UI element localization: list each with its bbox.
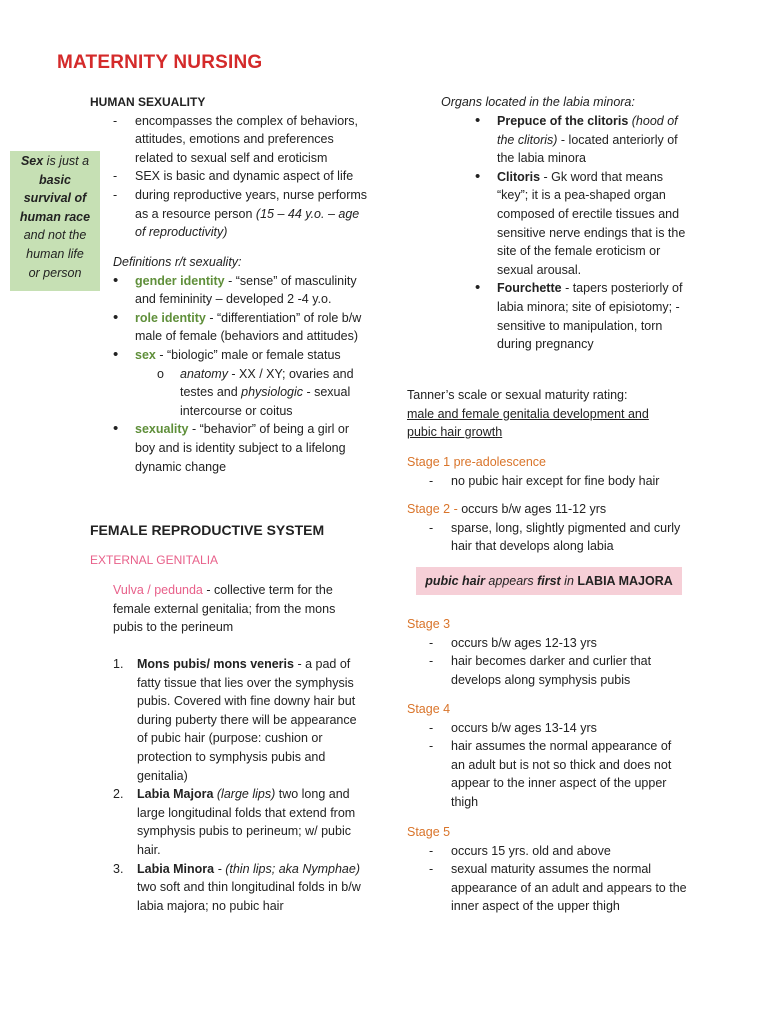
vulva-paragraph — [113, 581, 363, 637]
list-item — [113, 346, 365, 420]
stage-5 — [407, 823, 687, 916]
sub-text: - XX / XY; ovaries and testes and — [180, 366, 354, 400]
list-number: 1. — [113, 657, 124, 671]
list-number: 3. — [113, 861, 124, 876]
term-definition: - “sense” of masculinity and femininity – developed 2 -4 y.o. — [135, 273, 357, 307]
term-italic: - (thin lips; aka Nymphae) — [214, 861, 360, 876]
stage-label: Stage 4 — [407, 702, 451, 716]
list-item: - sexual maturity assumes the normal appearance of an adult and appears to the inner aspect of the upper thigh — [429, 860, 687, 916]
term-fourchette: Fourchette — [497, 281, 562, 296]
term-italic: (hood of the clitoris) — [497, 114, 678, 147]
tanner-line: male and female genitalia development and — [407, 406, 649, 421]
callout-text: basic — [39, 172, 71, 187]
stage-label: Stage 2 - — [407, 502, 462, 516]
list-item: - no pubic hair except for fine body hair — [429, 472, 697, 491]
list-item — [475, 112, 687, 168]
term-labia-majora: Labia Majora — [137, 787, 214, 802]
list-item — [475, 279, 687, 353]
tanner-line: pubic hair growth — [407, 425, 503, 440]
callout-text: appears — [484, 574, 538, 588]
term-definition: - located anteriorly of the labia minora — [497, 132, 678, 166]
term-definition: two soft and thin longitudinal folds in b/w labia majora; no pubic hair — [137, 880, 361, 913]
stage-label: Stage 3 — [407, 617, 451, 631]
list-item: - sparse, long, slightly pigmented and curly hair that develops along labia — [429, 519, 687, 556]
list-item — [113, 272, 365, 309]
list-item — [475, 168, 687, 280]
callout-text: is just a — [43, 154, 90, 168]
term-italic: (large lips) — [213, 787, 276, 802]
organs-heading: Organs located in the labia minora: — [441, 95, 635, 109]
human-sexuality-section — [90, 93, 370, 242]
sub-item — [157, 365, 365, 421]
stage-label: Stage 1 pre-adolescence — [407, 455, 546, 469]
definitions-heading: Definitions r/t sexuality: — [113, 255, 242, 269]
tanner-heading — [407, 386, 697, 442]
term-clitoris: Clitoris — [497, 169, 541, 184]
callout-text: pubic hair — [425, 574, 485, 588]
pubic-hair-callout — [416, 567, 682, 595]
stage-3 — [407, 615, 687, 689]
term-definition: - “differentiation” of role b/w male of female (behaviors and attitudes) — [135, 310, 362, 344]
callout-text: or person — [28, 265, 82, 280]
list-item: - occurs b/w ages 12-13 yrs — [429, 634, 687, 653]
term-sexuality: sexuality — [135, 422, 189, 437]
stage-text: occurs b/w ages 11-12 yrs — [461, 502, 607, 516]
term-definition: - a pad of fatty tissue that lies over the symphysis pubis. Covered with fine downy hair but during puberty there will be appearance of pubic hair (purpose: cushion or protection to symphysis pubis and genitalia) — [137, 657, 357, 783]
term-gender-identity: gender identity — [135, 273, 225, 288]
stage-list — [429, 519, 687, 556]
sub-bullet: o — [157, 366, 164, 381]
callout-text: in — [560, 574, 578, 588]
term-definition: two long and large longitudinal folds that extend from symphysis pubis to perineum; w/ pubic hair. — [137, 787, 356, 857]
term-definition: - “behavior” of being a girl or boy and is identity subject to a lifelong dynamic change — [135, 422, 350, 474]
stage-1 — [407, 453, 697, 490]
callout-text: human race — [19, 209, 91, 224]
organs-list — [475, 112, 687, 354]
section-heading: HUMAN SEXUALITY — [90, 95, 206, 109]
list-item: - occurs 15 yrs. old and above — [429, 842, 687, 861]
term-definition: - tapers posteriorly of labia minora; site of episiotomy; - sensitive to manipulation, torn during pregnancy — [497, 281, 683, 352]
stage-2 — [407, 500, 687, 556]
list-item — [113, 186, 370, 242]
human-sexuality-list — [113, 112, 370, 242]
stage-4 — [407, 700, 687, 812]
list-number: 2. — [113, 787, 124, 802]
list-item — [113, 860, 365, 916]
definitions-list — [113, 272, 365, 477]
sex-callout-box — [10, 151, 100, 291]
term-definition: - “biologic” male or female status — [155, 347, 341, 362]
term-mons-pubis: Mons pubis/ mons veneris — [137, 657, 294, 671]
list-item-italic: (15 – 44 y.o. – age of reproductivity) — [135, 206, 360, 240]
term-definition: - collective term for the female external genitalia; from the mons pubis to the perineum — [113, 583, 336, 635]
list-item: - encompasses the complex of behaviors, attitudes, emotions and preferences related to sexual self and eroticism — [113, 112, 370, 168]
term-role-identity: role identity — [135, 310, 206, 325]
term-definition: - Gk word that means “key”; it is a pea-shaped organ composed of erectile tissues and sensitive nerve endings that is the site of the female eroticism or sexual arousal. — [497, 169, 686, 277]
term-vulva: Vulva / pedunda — [113, 583, 203, 597]
external-genitalia-heading: EXTERNAL GENITALIA — [90, 553, 219, 567]
callout-text: and not the — [23, 228, 87, 243]
list-item — [113, 785, 365, 859]
stage-list — [429, 634, 687, 690]
list-item: - occurs b/w ages 13-14 yrs — [429, 719, 687, 738]
callout-text: survival of — [23, 191, 87, 206]
list-item — [113, 655, 365, 785]
tanner-line: Tanner’s scale or sexual maturity rating: — [407, 388, 628, 402]
list-item-text: during reproductive years, nurse performs as a resource person — [135, 187, 368, 221]
callout-text: human life — [26, 246, 84, 261]
sub-italic: physiologic — [241, 385, 303, 400]
callout-word-sex: Sex — [20, 154, 44, 168]
term-sex: sex — [135, 347, 156, 362]
stage-label: Stage 5 — [407, 825, 451, 839]
stage-list — [429, 842, 687, 916]
page-title: MATERNITY NURSING — [57, 52, 263, 73]
list-item — [113, 309, 365, 346]
list-item: - hair assumes the normal appearance of an adult but is not so thick and does not appear to the inner aspect of the upper thigh — [429, 737, 687, 811]
callout-text: LABIA MAJORA — [577, 574, 673, 588]
definitions-section — [113, 253, 365, 476]
stage-list — [429, 472, 697, 491]
list-item: - hair becomes darker and curlier that develops along symphysis pubis — [429, 652, 687, 689]
stage-list — [429, 719, 687, 812]
list-item — [113, 420, 365, 476]
list-item: - SEX is basic and dynamic aspect of life — [113, 167, 370, 186]
female-repro-heading: FEMALE REPRODUCTIVE SYSTEM — [90, 522, 325, 538]
external-genitalia-list — [113, 655, 365, 915]
stage-label-row — [407, 500, 687, 519]
callout-text: first — [537, 574, 561, 588]
sub-italic: anatomy — [180, 366, 228, 381]
term-labia-minora: Labia Minora — [137, 861, 215, 876]
sub-text: - sexual intercourse or coitus — [180, 385, 351, 418]
term-prepuce: Prepuce of the clitoris — [497, 114, 629, 128]
